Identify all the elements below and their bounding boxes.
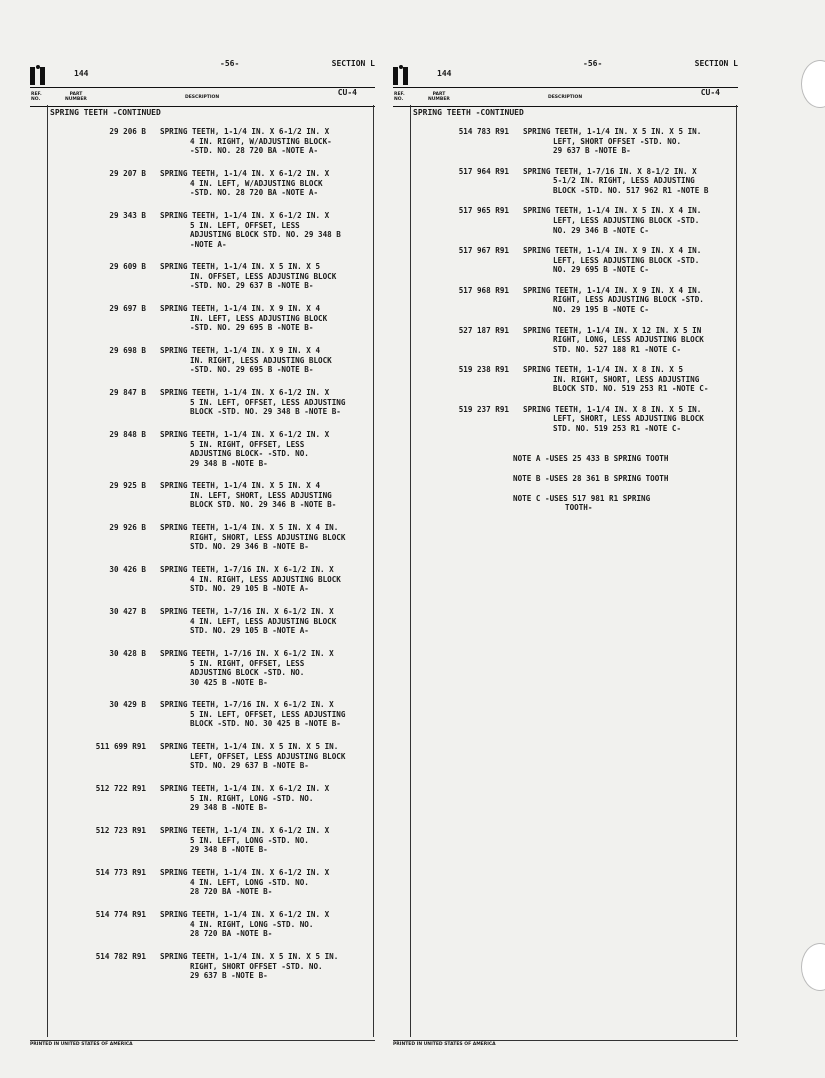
description-line: SPRING TEETH, 1-7/16 IN. X 8-1/2 IN. X — [523, 166, 697, 176]
page-number: -56- — [220, 59, 240, 68]
part-number: 517 967 R91 — [458, 246, 509, 256]
logo-dot — [36, 65, 40, 69]
description-line: -STD. NO. 29 637 B -NOTE B- — [190, 281, 314, 291]
part-description — [160, 607, 400, 636]
description-line: BLOCK STD. NO. 29 346 B -NOTE B- — [190, 500, 337, 510]
description-line: SPRING TEETH, 1-1/4 IN. X 6-1/2 IN. X — [160, 127, 330, 136]
column-rule-left — [47, 105, 48, 1037]
description-line: IN. RIGHT, SHORT, LESS ADJUSTING — [553, 374, 700, 384]
part-description — [160, 211, 400, 249]
description-line: SPRING TEETH, 1-7/16 IN. X 6-1/2 IN. X — [160, 565, 334, 574]
description-line: IN. LEFT, LESS ADJUSTING BLOCK — [190, 313, 328, 323]
header-description: DESCRIPTION — [548, 95, 583, 100]
footnote — [513, 474, 743, 484]
logo-dot — [399, 65, 403, 69]
description-line: 30 425 B -NOTE B- — [190, 677, 268, 687]
part-description — [160, 304, 400, 333]
description-line: SPRING TEETH, 1-1/4 IN. X 9 IN. X 4 — [160, 304, 321, 313]
part-number: 519 237 R91 — [458, 404, 509, 414]
description-line: LEFT, LESS ADJUSTING BLOCK -STD. — [553, 255, 700, 265]
description-line: IN. LEFT, SHORT, LESS ADJUSTING — [190, 490, 332, 500]
part-number: 29 609 B — [109, 262, 146, 271]
description-line: SPRING TEETH, 1-1/4 IN. X 6-1/2 IN. X — [160, 430, 330, 439]
logo-bar-right — [403, 67, 408, 85]
description-line: SPRING TEETH, 1-1/4 IN. X 12 IN. X 5 IN — [523, 325, 702, 335]
part-number: 512 722 R91 — [95, 784, 146, 793]
part-number: 514 783 R91 — [458, 127, 509, 136]
description-line: STD. NO. 29 105 B -NOTE A- — [190, 584, 309, 594]
part-number: 512 723 R91 — [95, 826, 146, 835]
section-label: SECTION L — [331, 59, 375, 68]
part-description — [160, 868, 400, 897]
header-description: DESCRIPTION — [185, 95, 220, 100]
description-line: BLOCK -STD. NO. 517 962 R1 -NOTE B — [553, 185, 709, 195]
part-description — [160, 430, 400, 468]
description-line: IN. OFFSET, LESS ADJUSTING BLOCK — [190, 271, 337, 281]
description-line: STD. NO. 527 188 R1 -NOTE C- — [553, 344, 682, 354]
part-number: 511 699 R91 — [95, 742, 146, 751]
part-number: 517 964 R91 — [458, 166, 509, 176]
part-number: 517 968 R91 — [458, 285, 509, 295]
description-line: ADJUSTING BLOCK -STD. NO. — [190, 668, 305, 678]
printed-in-usa: PRINTED IN UNITED STATES OF AMERICA — [393, 1040, 738, 1047]
description-line: ADJUSTING BLOCK- -STD. NO. — [190, 449, 309, 459]
description-line: 5 IN. RIGHT, OFFSET, LESS — [190, 439, 305, 449]
part-number: 517 965 R91 — [458, 206, 509, 216]
description-line: ADJUSTING BLOCK STD. NO. 29 348 B — [190, 230, 341, 240]
description-line: BLOCK -STD. NO. 29 348 B -NOTE B- — [190, 407, 341, 417]
continued-title: SPRING TEETH -CONTINUED — [50, 108, 161, 117]
description-line: RIGHT, LESS ADJUSTING BLOCK -STD. — [553, 295, 704, 305]
part-number: 30 426 B — [109, 565, 146, 574]
part-description — [160, 127, 400, 156]
part-number: 514 774 R91 — [95, 910, 146, 919]
part-description — [160, 346, 400, 375]
part-description — [160, 784, 400, 813]
part-book-number: 144 — [74, 69, 89, 78]
ih-logo-icon — [393, 65, 409, 85]
part-description — [523, 206, 763, 235]
description-line: RIGHT, LONG, LESS ADJUSTING BLOCK — [553, 335, 704, 345]
description-line: 29 637 B -NOTE B- — [553, 146, 631, 156]
description-line: RIGHT, SHORT OFFSET -STD. NO. — [190, 961, 323, 971]
header-part-number: PART NUMBER — [65, 92, 87, 102]
header-part-number: PART NUMBER — [428, 92, 450, 102]
description-line: LEFT, SHORT, LESS ADJUSTING BLOCK — [553, 414, 704, 424]
part-description — [523, 326, 763, 355]
logo-bar-left — [30, 67, 35, 85]
description-line: SPRING TEETH, 1-1/4 IN. X 5 IN. X 4 IN. — [523, 206, 702, 216]
part-number: 29 206 B — [109, 127, 146, 136]
part-description — [523, 167, 763, 196]
description-line: STD. NO. 29 105 B -NOTE A- — [190, 626, 309, 636]
part-description — [160, 700, 400, 729]
description-line: SPRING TEETH, 1-1/4 IN. X 9 IN. X 4 IN. — [523, 246, 702, 256]
part-number: 29 343 B — [109, 211, 146, 220]
part-description — [523, 286, 763, 315]
description-line: -STD. NO. 29 695 B -NOTE B- — [190, 323, 314, 333]
part-number: 30 427 B — [109, 607, 146, 616]
part-number: 514 773 R91 — [95, 868, 146, 877]
header-ref-no: REF. NO. — [394, 92, 405, 102]
description-line: 5 IN. LEFT, OFFSET, LESS ADJUSTING — [190, 709, 346, 719]
description-line: SPRING TEETH, 1-1/4 IN. X 6-1/2 IN. X — [160, 211, 330, 220]
part-number: 514 782 R91 — [95, 952, 146, 961]
description-line: 29 348 B -NOTE B- — [190, 845, 268, 855]
description-line: 4 IN. RIGHT, W/ADJUSTING BLOCK- — [190, 136, 332, 146]
description-line: 5-1/2 IN. RIGHT, LESS ADJUSTING — [553, 176, 695, 186]
logo-bar-left — [393, 67, 398, 85]
part-description — [160, 262, 400, 291]
description-line: SPRING TEETH, 1-7/16 IN. X 6-1/2 IN. X — [160, 649, 334, 658]
description-line: 5 IN. LEFT, OFFSET, LESS ADJUSTING — [190, 397, 346, 407]
description-line: SPRING TEETH, 1-1/4 IN. X 6-1/2 IN. X — [160, 868, 330, 877]
description-line: 4 IN. LEFT, W/ADJUSTING BLOCK — [190, 178, 323, 188]
section-label: SECTION L — [694, 59, 738, 68]
description-line: SPRING TEETH, 1-1/4 IN. X 6-1/2 IN. X — [160, 169, 330, 178]
header-ref-no: REF. NO. — [31, 92, 42, 102]
description-line: 5 IN. LEFT, LONG -STD. NO. — [190, 835, 309, 845]
binder-hole-top — [801, 60, 825, 108]
footnote-line: TOOTH- — [565, 503, 593, 513]
description-line: SPRING TEETH, 1-1/4 IN. X 8 IN. X 5 IN. — [523, 404, 702, 414]
printed-in-usa: PRINTED IN UNITED STATES OF AMERICA — [30, 1040, 375, 1047]
part-description — [523, 405, 763, 434]
footnote — [513, 494, 743, 513]
description-line: 5 IN. RIGHT, LONG -STD. NO. — [190, 793, 314, 803]
description-line: SPRING TEETH, 1-1/4 IN. X 6-1/2 IN. X — [160, 784, 330, 793]
description-line: SPRING TEETH, 1-1/4 IN. X 6-1/2 IN. X — [160, 388, 330, 397]
description-line: 28 720 BA -NOTE B- — [190, 929, 273, 939]
part-number: 527 187 R91 — [458, 325, 509, 335]
part-number: 29 847 B — [109, 388, 146, 397]
description-line: -STD. NO. 29 695 B -NOTE B- — [190, 365, 314, 375]
description-line: SPRING TEETH, 1-1/4 IN. X 5 IN. X 5 IN. — [160, 742, 339, 751]
part-number: 519 238 R91 — [458, 365, 509, 375]
footnote-line: NOTE A -USES 25 433 B SPRING TOOTH — [513, 453, 669, 463]
ih-logo-icon — [30, 65, 46, 85]
part-number: 29 207 B — [109, 169, 146, 178]
part-number: 29 698 B — [109, 346, 146, 355]
description-line: LEFT, SHORT OFFSET -STD. NO. — [553, 136, 682, 146]
column-rule-right — [736, 105, 737, 1037]
continued-title: SPRING TEETH -CONTINUED — [413, 108, 524, 117]
description-line: STD. NO. 519 253 R1 -NOTE C- — [553, 424, 682, 434]
part-number: 29 697 B — [109, 304, 146, 313]
description-line: SPRING TEETH, 1-1/4 IN. X 5 IN. X 4 IN. — [160, 523, 339, 532]
description-line: -STD. NO. 28 720 BA -NOTE A- — [190, 188, 319, 198]
description-line: -NOTE A- — [190, 239, 227, 249]
description-line: SPRING TEETH, 1-1/4 IN. X 8 IN. X 5 — [523, 365, 684, 375]
description-line: 28 720 BA -NOTE B- — [190, 887, 273, 897]
description-line: 29 637 B -NOTE B- — [190, 971, 268, 981]
description-line: BLOCK -STD. NO. 30 425 B -NOTE B- — [190, 719, 341, 729]
footnote-line: NOTE B -USES 28 361 B SPRING TOOTH — [513, 473, 669, 483]
part-description — [160, 523, 400, 552]
description-line: SPRING TEETH, 1-7/16 IN. X 6-1/2 IN. X — [160, 607, 334, 616]
part-number: 30 429 B — [109, 700, 146, 709]
description-line: SPRING TEETH, 1-1/4 IN. X 5 IN. X 5 — [160, 262, 321, 271]
part-description — [160, 388, 400, 417]
description-line: BLOCK STD. NO. 519 253 R1 -NOTE C- — [553, 384, 709, 394]
description-line: SPRING TEETH, 1-1/4 IN. X 6-1/2 IN. X — [160, 910, 330, 919]
description-line: 29 348 B -NOTE B- — [190, 458, 268, 468]
part-number: 29 848 B — [109, 430, 146, 439]
part-description — [160, 826, 400, 855]
description-line: NO. 29 195 B -NOTE C- — [553, 304, 650, 314]
description-line: -STD. NO. 28 720 BA -NOTE A- — [190, 146, 319, 156]
part-description — [160, 169, 400, 198]
description-line: LEFT, OFFSET, LESS ADJUSTING BLOCK — [190, 751, 346, 761]
part-description — [523, 127, 763, 156]
description-line: LEFT, LESS ADJUSTING BLOCK -STD. — [553, 215, 700, 225]
part-description — [160, 565, 400, 594]
description-line: SPRING TEETH, 1-1/4 IN. X 5 IN. X 5 IN. — [160, 952, 339, 961]
part-number: 29 925 B — [109, 481, 146, 490]
part-book-number: 144 — [437, 69, 452, 78]
part-description — [160, 952, 400, 981]
description-line: NO. 29 695 B -NOTE C- — [553, 265, 650, 275]
description-line: SPRING TEETH, 1-1/4 IN. X 9 IN. X 4 — [160, 346, 321, 355]
description-line: 29 348 B -NOTE B- — [190, 803, 268, 813]
description-line: 4 IN. RIGHT, LESS ADJUSTING BLOCK — [190, 574, 341, 584]
column-header — [30, 87, 375, 107]
footnote — [513, 454, 743, 464]
description-line: 4 IN. RIGHT, LONG -STD. NO. — [190, 919, 314, 929]
description-line: SPRING TEETH, 1-1/4 IN. X 6-1/2 IN. X — [160, 826, 330, 835]
part-description — [160, 742, 400, 771]
description-line: 4 IN. LEFT, LONG -STD. NO. — [190, 877, 309, 887]
catalog-code: CU-4 — [337, 88, 357, 97]
description-line: NO. 29 346 B -NOTE C- — [553, 225, 650, 235]
binder-hole-bottom — [801, 943, 825, 991]
description-line: SPRING TEETH, 1-1/4 IN. X 5 IN. X 4 — [160, 481, 321, 490]
part-description — [523, 365, 763, 394]
description-line: IN. RIGHT, LESS ADJUSTING BLOCK — [190, 355, 332, 365]
description-line: 5 IN. RIGHT, OFFSET, LESS — [190, 658, 305, 668]
page-number: -56- — [583, 59, 603, 68]
description-line: STD. NO. 29 637 B -NOTE B- — [190, 761, 309, 771]
logo-bar-right — [40, 67, 45, 85]
description-line: RIGHT, SHORT, LESS ADJUSTING BLOCK — [190, 532, 346, 542]
part-number: 29 926 B — [109, 523, 146, 532]
description-line: 4 IN. LEFT, LESS ADJUSTING BLOCK — [190, 616, 337, 626]
catalog-code: CU-4 — [700, 88, 720, 97]
description-line: SPRING TEETH, 1-7/16 IN. X 6-1/2 IN. X — [160, 700, 334, 709]
footnote-line: NOTE C -USES 517 981 R1 SPRING — [513, 493, 651, 503]
column-header — [393, 87, 738, 107]
description-line: SPRING TEETH, 1-1/4 IN. X 9 IN. X 4 IN. — [523, 285, 702, 295]
description-line: SPRING TEETH, 1-1/4 IN. X 5 IN. X 5 IN. — [523, 127, 702, 136]
part-description — [160, 910, 400, 939]
description-line: STD. NO. 29 346 B -NOTE B- — [190, 542, 309, 552]
part-description — [523, 246, 763, 275]
part-description — [160, 649, 400, 687]
description-line: 5 IN. LEFT, OFFSET, LESS — [190, 220, 300, 230]
part-description — [160, 481, 400, 510]
column-rule-left — [410, 105, 411, 1037]
part-number: 30 428 B — [109, 649, 146, 658]
